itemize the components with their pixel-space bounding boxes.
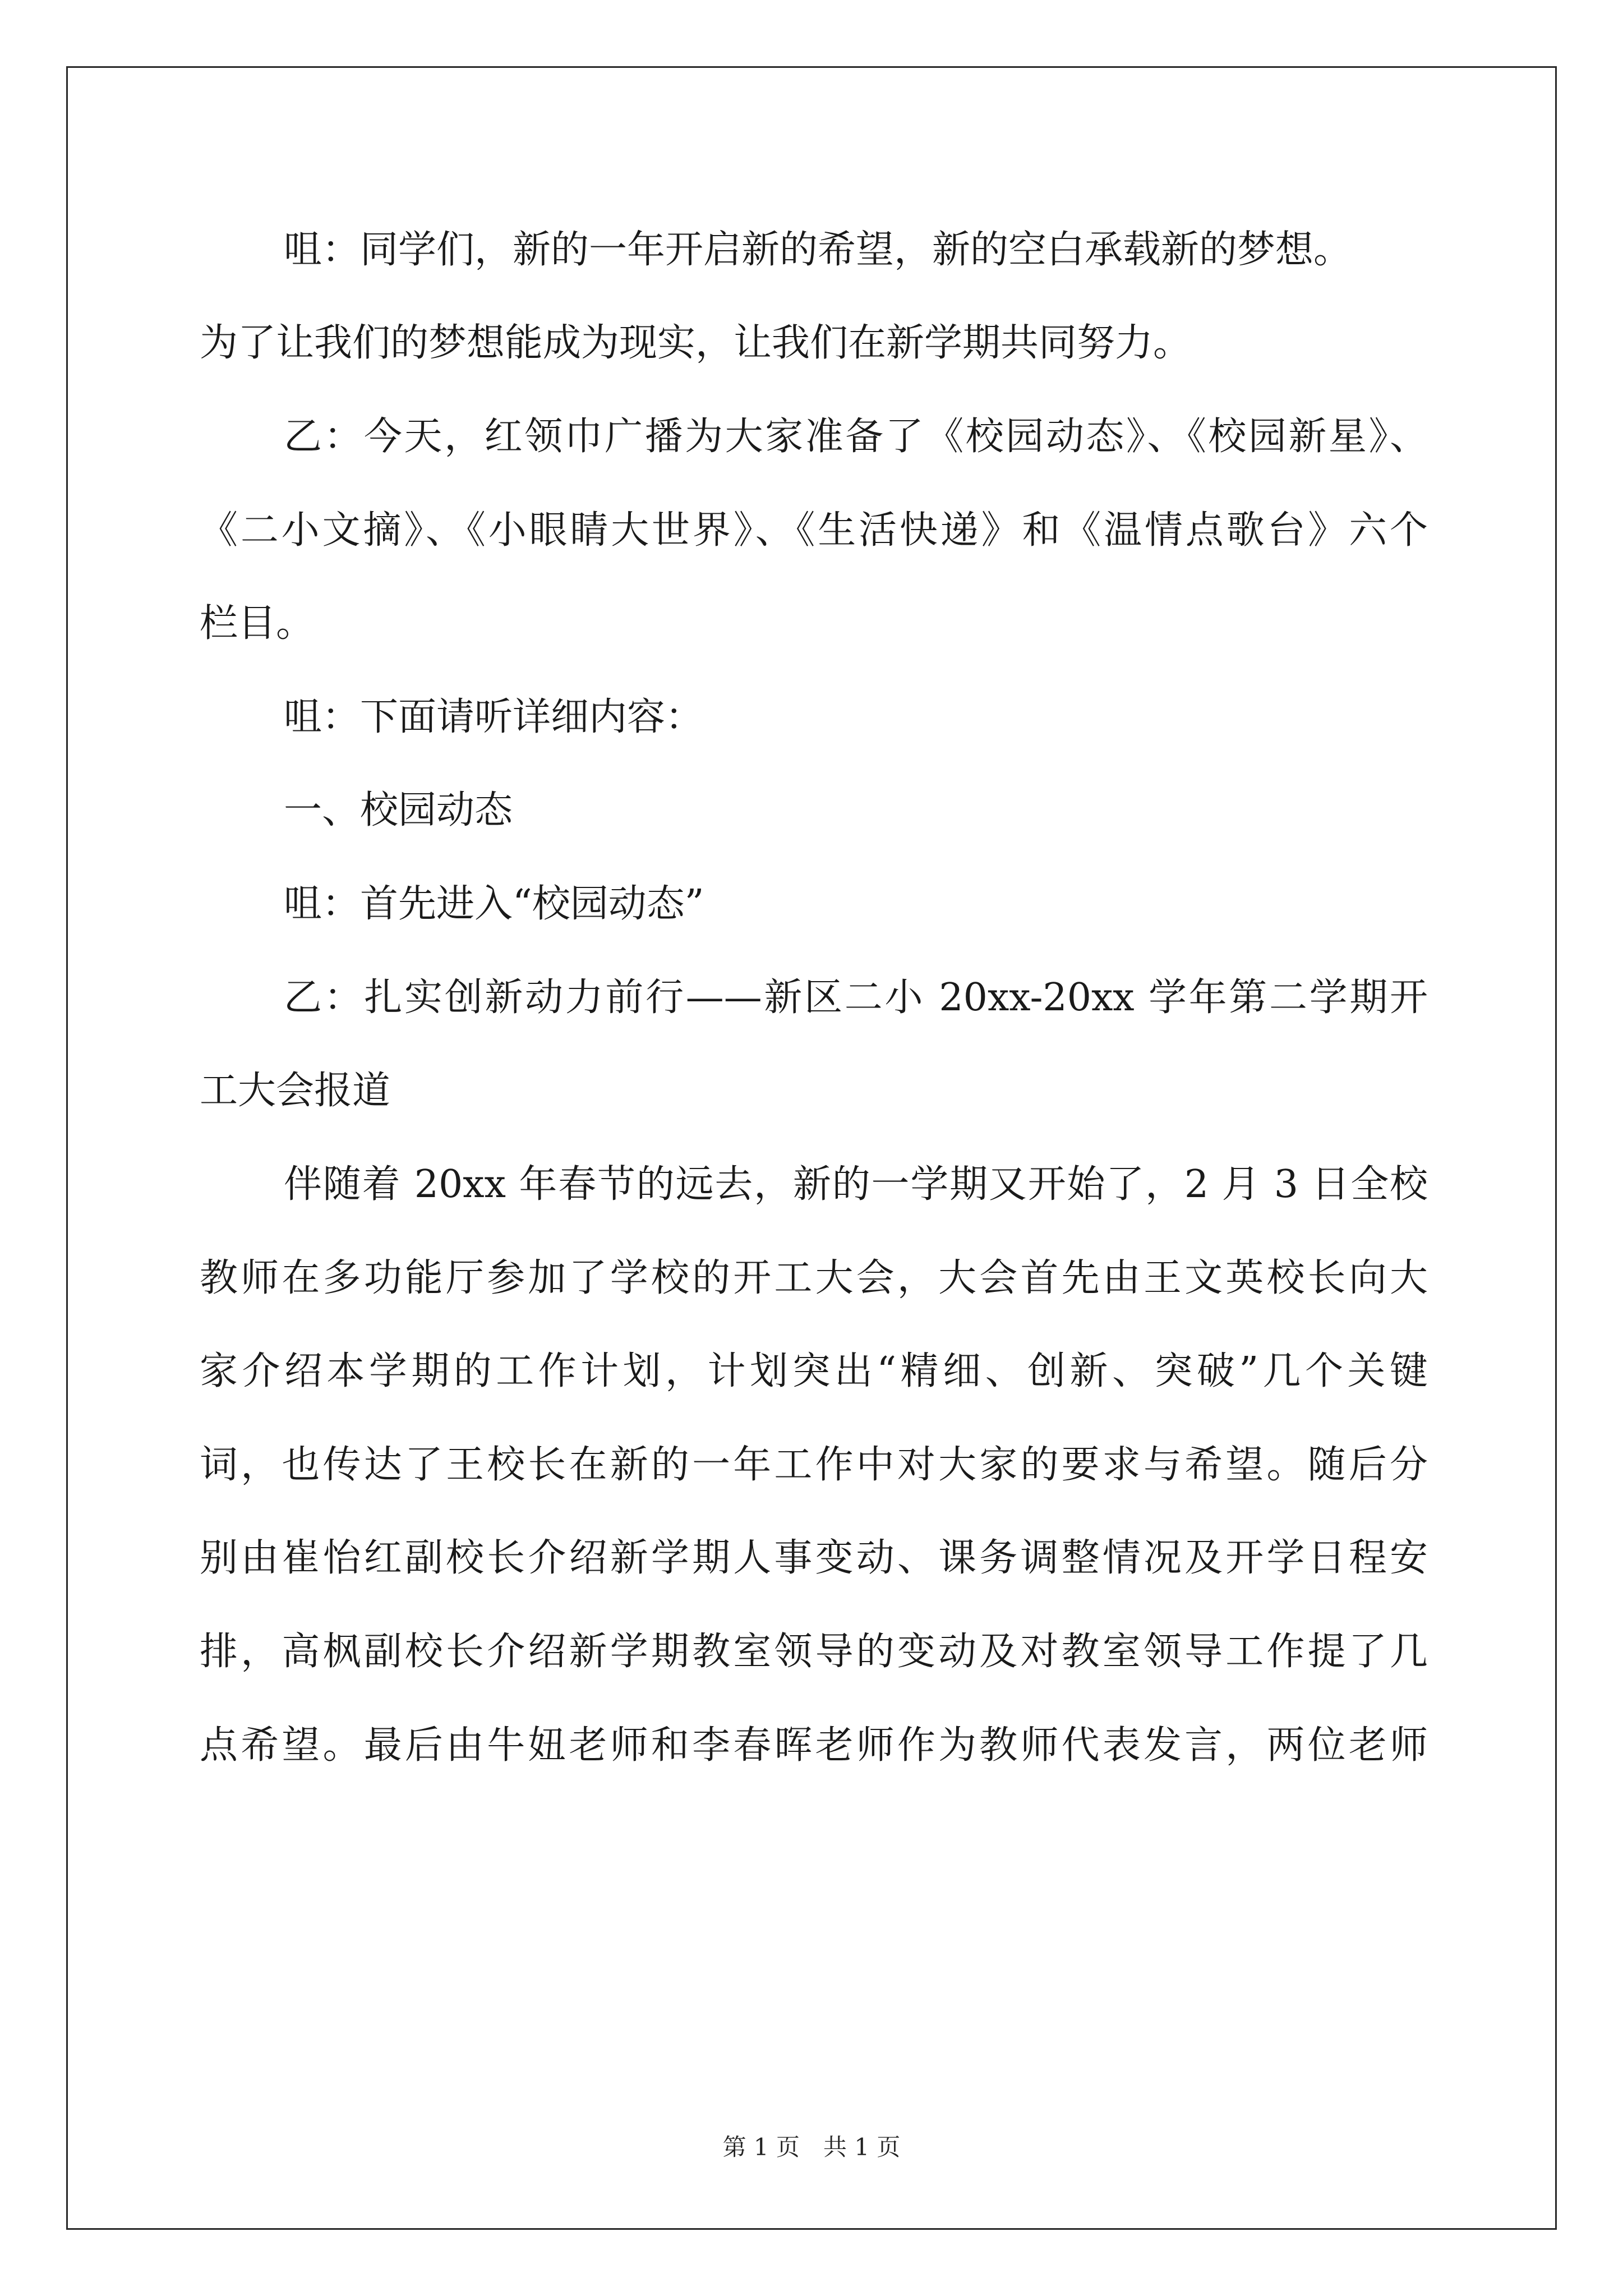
paragraph-line: 家介绍本学期的工作计划，计划突出“精细、创新、突破”几个关键: [200, 1349, 1428, 1393]
paragraph-line: 词，也传达了王校长在新的一年工作中对大家的要求与希望。随后分: [200, 1443, 1428, 1487]
paragraph-line: 教师在多功能厅参加了学校的开工大会，大会首先由王文英校长向大: [200, 1256, 1428, 1300]
paragraph-line: 栏目。: [200, 601, 315, 646]
paragraph-line: 乙：扎实创新动力前行——新区二小 20xx-20xx 学年第二学期开: [284, 976, 1428, 1020]
paragraph-line: 咀：首先进入“校园动态”: [284, 882, 704, 926]
paragraph-line: 伴随着 20xx 年春节的远去，新的一学期又开始了，2 月 3 日全校: [284, 1162, 1428, 1207]
paragraph-line: 乙：今天，红领巾广播为大家准备了《校园动态》、《校园新星》、: [284, 415, 1428, 459]
paragraph-line: 咀：同学们，新的一年开启新的希望，新的空白承载新的梦想。: [284, 228, 1352, 272]
page-number-footer: 第 1 页 共 1 页: [722, 2133, 901, 2161]
paragraph-line: 咀：下面请听详细内容：: [284, 695, 704, 739]
paragraph-line: 别由崔怡红副校长介绍新学期人事变动、课务调整情况及开学日程安: [200, 1536, 1428, 1580]
paragraph-line: 《二小文摘》、《小眼睛大世界》、《生活快递》和《温情点歌台》六个: [200, 508, 1428, 553]
section-heading: 一、校园动态: [284, 788, 513, 832]
page-border: [66, 66, 1557, 2230]
paragraph-line: 工大会报道: [200, 1069, 391, 1113]
paragraph-line: 排，高枫副校长介绍新学期教室领导的变动及对教室领导工作提了几: [200, 1630, 1428, 1674]
paragraph-line: 为了让我们的梦想能成为现实，让我们在新学期共同努力。: [200, 321, 1192, 365]
paragraph-line: 点希望。最后由牛妞老师和李春晖老师作为教师代表发言，两位老师: [200, 1723, 1428, 1768]
